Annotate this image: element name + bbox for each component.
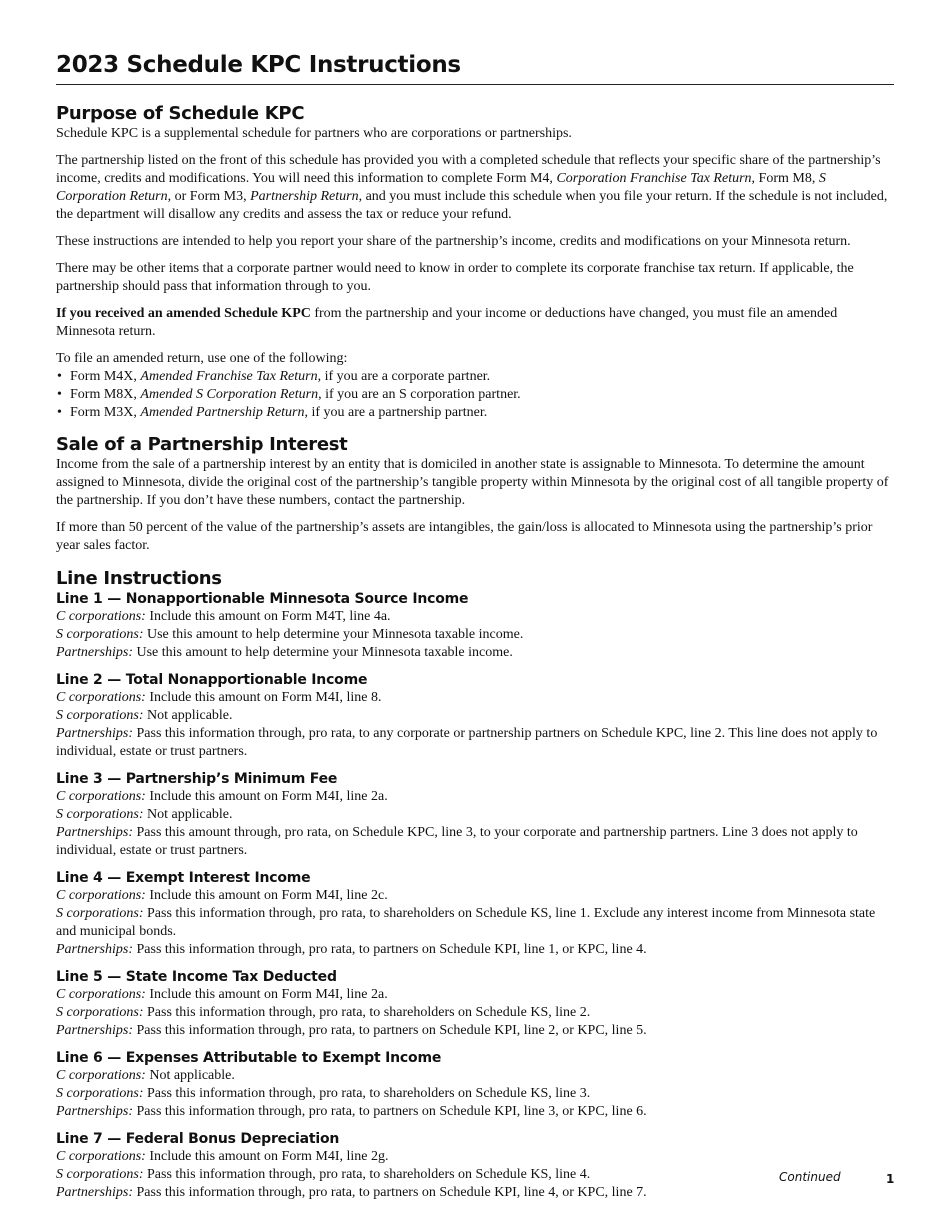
line-3-block	[56, 770, 894, 860]
line-2-block	[56, 671, 894, 761]
line-1-title: Line 1 — Nonapportionable Minnesota Source Income	[56, 591, 469, 607]
line-7-block	[56, 1130, 894, 1202]
line-7-partnerships: Partnerships: Pass this information through, pro rata, to partners on Schedule KPI, line 4, or KPC, line 7.	[56, 1185, 647, 1200]
line-5-c-corp: C corporations: Include this amount on Form M4I, line 2a.	[56, 987, 388, 1002]
line-4-partnerships: Partnerships: Pass this information through, pro rata, to partners on Schedule KPI, line 1, or KPC, line 4.	[56, 942, 647, 957]
sale-paragraph-2: If more than 50 percent of the value of the partnership’s assets are intangibles, the gain/loss is allocated to Minnesota using the partnership’s prior year sales factor.	[56, 520, 873, 553]
list-item: • Form M8X, Amended S Corporation Return, if you are an S corporation partner.	[56, 386, 894, 404]
line-7-title: Line 7 — Federal Bonus Depreciation	[56, 1131, 340, 1147]
line-5-partnerships: Partnerships: Pass this information through, pro rata, to partners on Schedule KPI, line 2, or KPC, line 5.	[56, 1023, 647, 1038]
document-page	[56, 52, 894, 1202]
purpose-paragraph-2: The partnership listed on the front of this schedule has provided you with a completed schedule that reflects your specific share of the partnership’s income, credits and modifications. You will need this information to complete Form M4, Corporation Franchise Tax Return, Form M8, S Corporation Return, or Form M3, Partnership Return, and you must include this schedule when you file your return. If the schedule is not included, the department will disallow any credits and assess the tax or reduce your refund.	[56, 153, 888, 222]
page-number: 1	[886, 1172, 895, 1186]
line-5-block	[56, 968, 894, 1040]
continued-label: Continued	[779, 1170, 841, 1184]
line-3-title: Line 3 — Partnership’s Minimum Fee	[56, 771, 338, 787]
line-3-s-corp: S corporations: Not applicable.	[56, 807, 233, 822]
line-7-c-corp: C corporations: Include this amount on Form M4I, line 2g.	[56, 1149, 389, 1164]
line-4-title: Line 4 — Exempt Interest Income	[56, 870, 311, 886]
line-instructions-section	[56, 568, 894, 1202]
line-1-partnerships: Partnerships: Use this amount to help determine your Minnesota taxable income.	[56, 645, 513, 660]
line-3-partnerships: Partnerships: Pass this amount through, pro rata, on Schedule KPC, line 3, to your corporate and partnership partners. Line 3 does not apply to individual, estate or trust partners.	[56, 825, 858, 858]
line-1-block	[56, 590, 894, 662]
purpose-paragraph-4: There may be other items that a corporate partner would need to know in order to complete its corporate franchise tax return. If applicable, the partnership should pass that information through to you.	[56, 261, 854, 294]
list-item: • Form M3X, Amended Partnership Return, if you are a partnership partner.	[56, 404, 894, 422]
line-6-title: Line 6 — Expenses Attributable to Exempt Income	[56, 1050, 442, 1066]
purpose-paragraph-3: These instructions are intended to help you report your share of the partnership’s income, credits and modifications on your Minnesota return.	[56, 234, 851, 249]
line-2-title: Line 2 — Total Nonapportionable Income	[56, 672, 368, 688]
line-2-s-corp: S corporations: Not applicable.	[56, 708, 233, 723]
line-instructions-heading: Line Instructions	[56, 568, 222, 589]
line-2-c-corp: C corporations: Include this amount on Form M4I, line 8.	[56, 690, 382, 705]
page-title: 2023 Schedule KPC Instructions	[56, 52, 894, 85]
line-4-s-corp: S corporations: Pass this information through, pro rata, to shareholders on Schedule KS, line 1. Exclude any interest income from Minnesota state and municipal bonds.	[56, 906, 876, 939]
line-5-s-corp: S corporations: Pass this information through, pro rata, to shareholders on Schedule KS, line 2.	[56, 1005, 591, 1020]
line-6-block	[56, 1049, 894, 1121]
purpose-heading: Purpose of Schedule KPC	[56, 103, 305, 124]
line-6-s-corp: S corporations: Pass this information through, pro rata, to shareholders on Schedule KS, line 3.	[56, 1086, 591, 1101]
list-item: • Form M4X, Amended Franchise Tax Return, if you are a corporate partner.	[56, 368, 894, 386]
line-7-s-corp: S corporations: Pass this information through, pro rata, to shareholders on Schedule KS, line 4.	[56, 1167, 591, 1182]
line-4-c-corp: C corporations: Include this amount on Form M4I, line 2c.	[56, 888, 388, 903]
purpose-section	[56, 103, 894, 422]
line-6-c-corp: C corporations: Not applicable.	[56, 1068, 235, 1083]
line-4-block	[56, 869, 894, 959]
amended-notice: If you received an amended Schedule KPC from the partnership and your income or deductions have changed, you must file an amended Minnesota return.	[56, 306, 838, 339]
amended-intro: To file an amended return, use one of the following:	[56, 351, 348, 366]
sale-section	[56, 434, 894, 555]
line-1-s-corp: S corporations: Use this amount to help determine your Minnesota taxable income.	[56, 627, 524, 642]
sale-heading: Sale of a Partnership Interest	[56, 434, 348, 455]
line-2-partnerships: Partnerships: Pass this information through, pro rata, to any corporate or partnership partners on Schedule KPC, line 2. This line does not apply to individual, estate or trust partners.	[56, 726, 878, 759]
line-1-c-corp: C corporations: Include this amount on Form M4T, line 4a.	[56, 609, 391, 624]
line-3-c-corp: C corporations: Include this amount on Form M4I, line 2a.	[56, 789, 388, 804]
line-6-partnerships: Partnerships: Pass this information through, pro rata, to partners on Schedule KPI, line 3, or KPC, line 6.	[56, 1104, 647, 1119]
sale-paragraph-1: Income from the sale of a partnership interest by an entity that is domiciled in another state is assignable to Minnesota. To determine the amount assigned to Minnesota, divide the original cost of the partnership’s tangible property within Minnesota by the original cost of all tangible property of the partnership. If you don’t have these numbers, contact the partnership.	[56, 457, 889, 508]
amended-forms-list	[56, 368, 894, 422]
purpose-paragraph-1: Schedule KPC is a supplemental schedule for partners who are corporations or partnerships.	[56, 126, 572, 141]
line-5-title: Line 5 — State Income Tax Deducted	[56, 969, 337, 985]
